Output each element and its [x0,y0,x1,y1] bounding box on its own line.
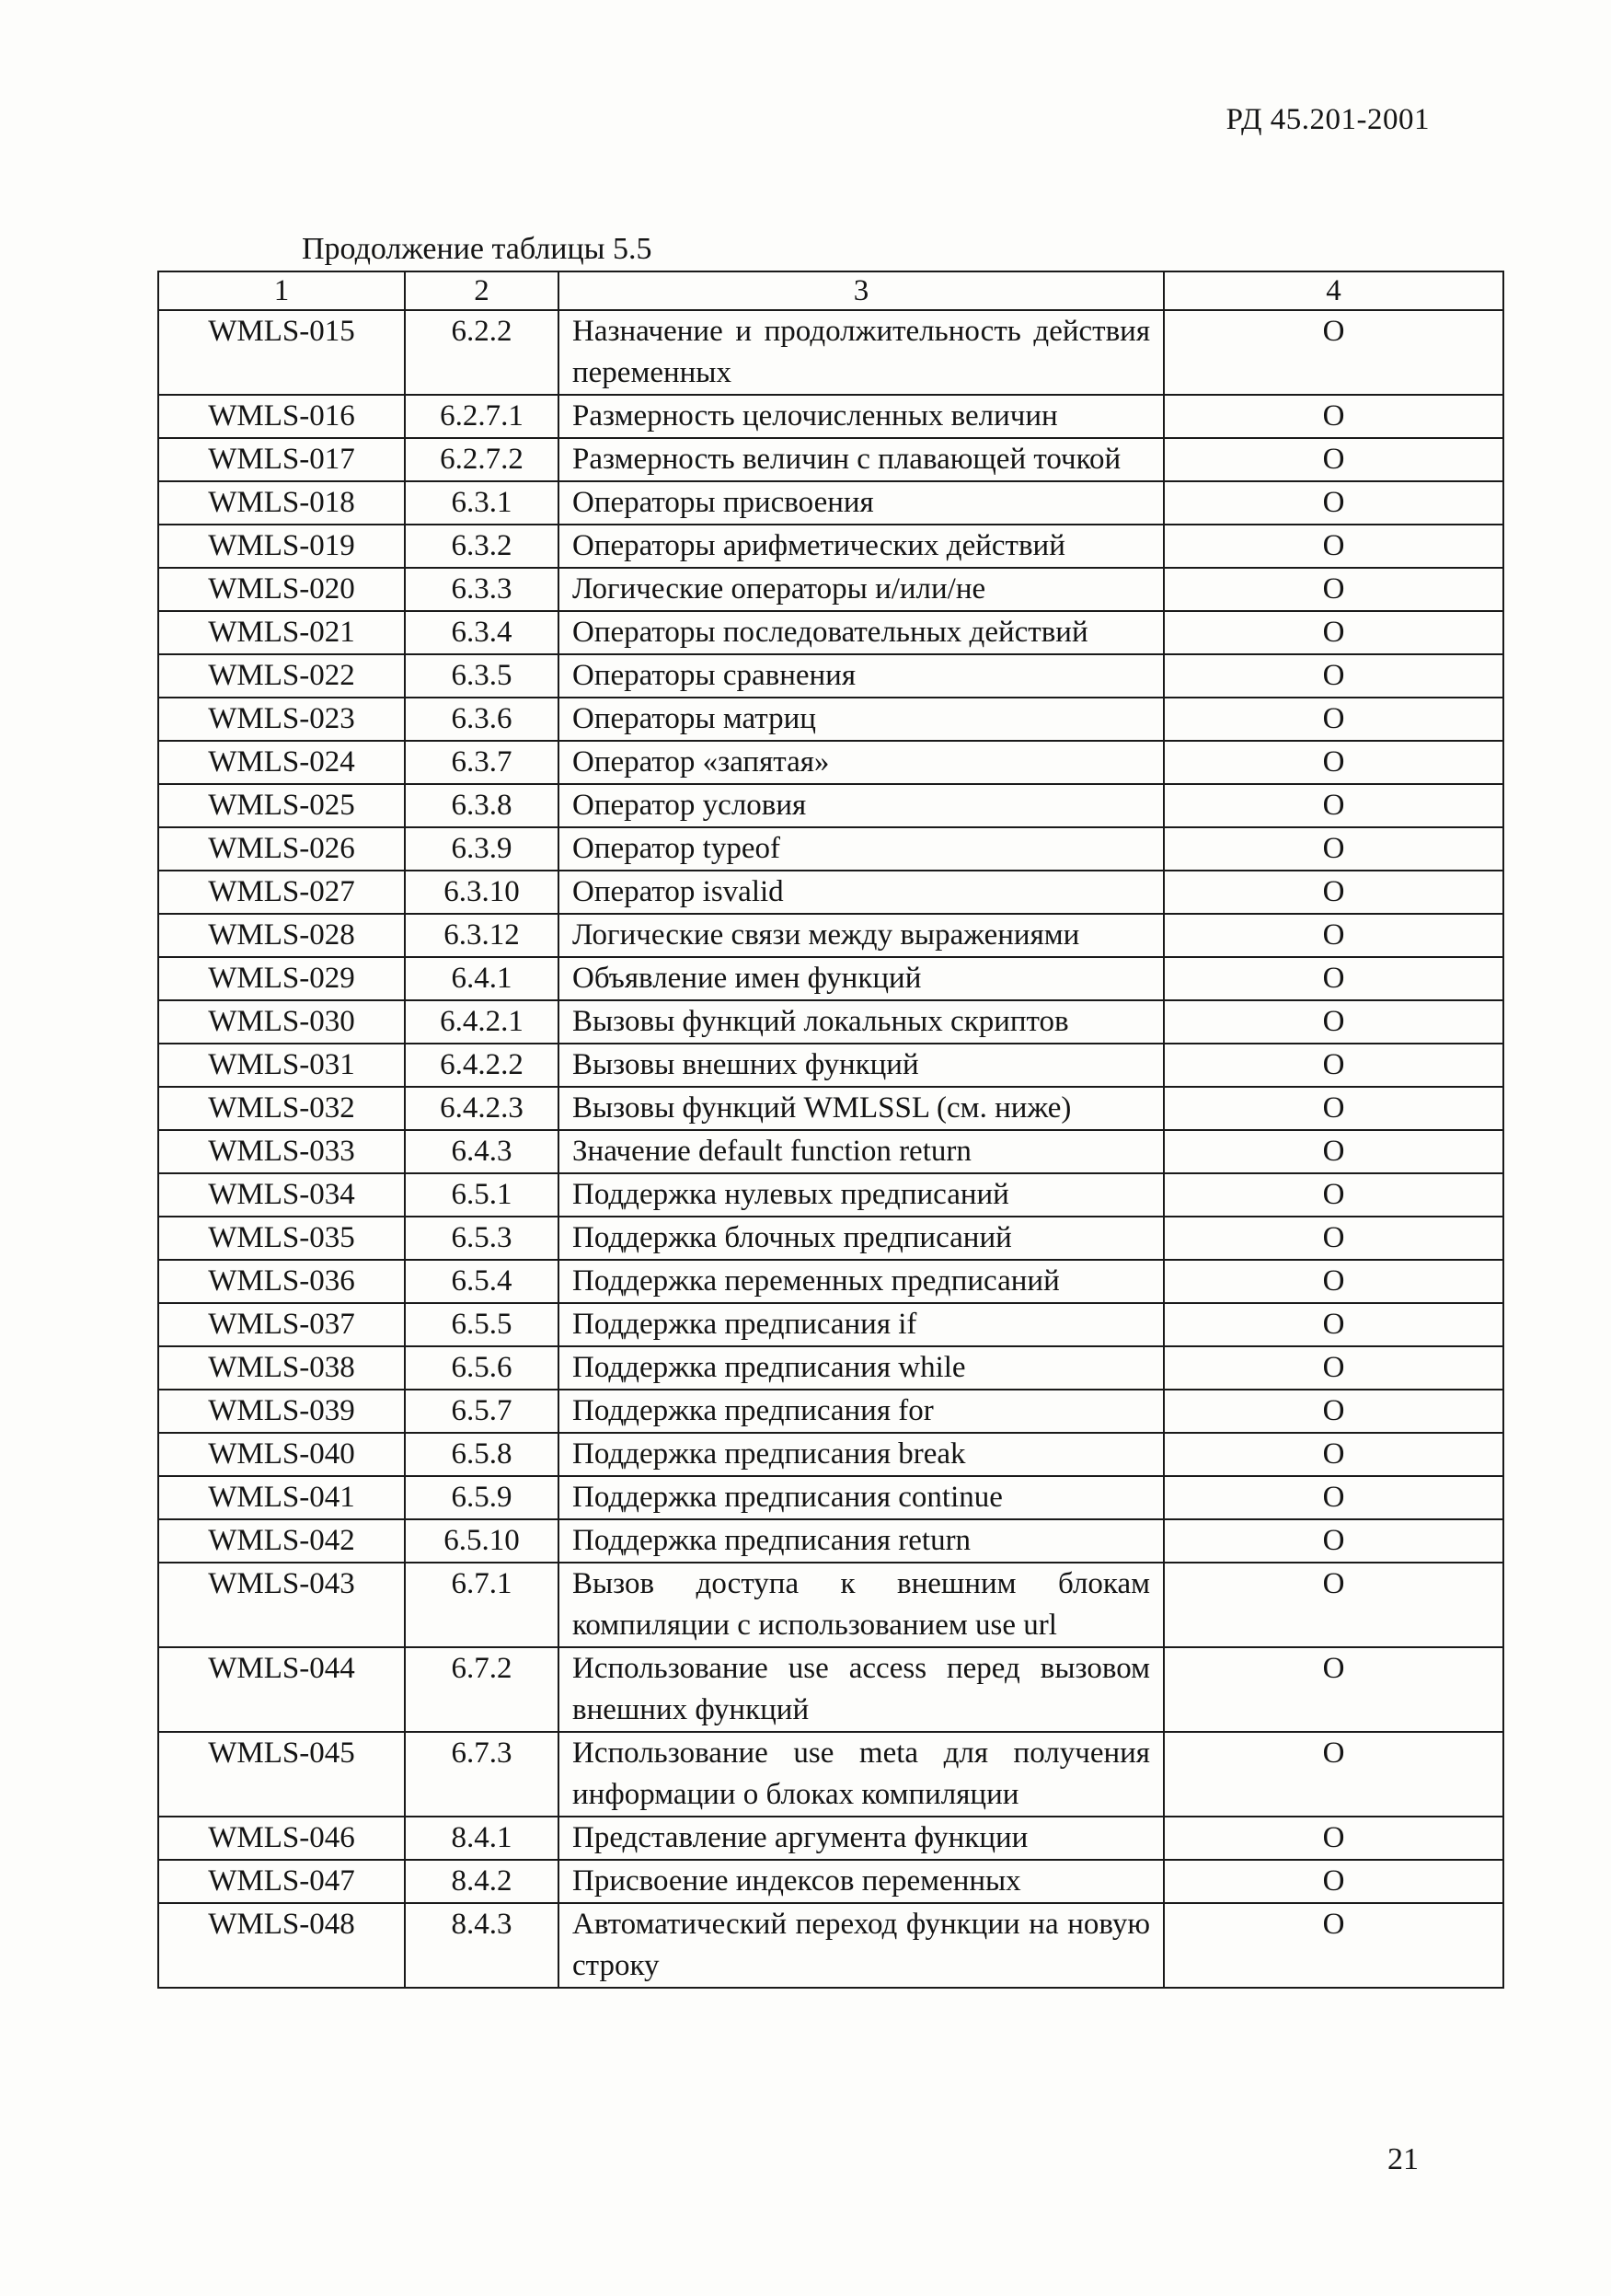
table-row [158,698,1503,741]
row-status: О [1164,1087,1503,1130]
row-section: 6.3.10 [405,871,558,914]
column-header-1: 1 [158,271,405,310]
row-status: О [1164,1000,1503,1044]
row-description: Автоматический переход функции на новую строку [558,1903,1164,1988]
row-id: WMLS-026 [158,827,405,871]
row-id: WMLS-033 [158,1130,405,1173]
row-section: 6.3.3 [405,568,558,611]
table-row [158,871,1503,914]
row-id: WMLS-028 [158,914,405,957]
row-id: WMLS-041 [158,1476,405,1519]
row-id: WMLS-040 [158,1433,405,1476]
row-section: 6.3.2 [405,525,558,568]
row-description: Поддержка предписания break [558,1433,1164,1476]
row-section: 6.5.3 [405,1217,558,1260]
table-row [158,1732,1503,1817]
table-row [158,1217,1503,1260]
table-row [158,1433,1503,1476]
row-id: WMLS-042 [158,1519,405,1563]
row-id: WMLS-017 [158,438,405,481]
row-description: Поддержка предписания return [558,1519,1164,1563]
table-row [158,568,1503,611]
row-description: Операторы сравнения [558,654,1164,698]
row-section: 6.5.1 [405,1173,558,1217]
row-description: Вызовы внешних функций [558,1044,1164,1087]
row-section: 6.3.4 [405,611,558,654]
row-status: О [1164,1303,1503,1346]
row-status: О [1164,1647,1503,1732]
row-description: Использование use access перед вызовом внешних функций [558,1647,1164,1732]
row-status: О [1164,611,1503,654]
row-id: WMLS-025 [158,784,405,827]
row-description: Оператор isvalid [558,871,1164,914]
requirements-table [157,271,1504,1989]
row-section: 6.5.7 [405,1390,558,1433]
table-row [158,1903,1503,1988]
row-status: О [1164,1563,1503,1647]
row-section: 8.4.1 [405,1817,558,1860]
row-id: WMLS-027 [158,871,405,914]
row-section: 6.3.6 [405,698,558,741]
row-id: WMLS-029 [158,957,405,1000]
row-section: 6.4.1 [405,957,558,1000]
row-description: Поддержка переменных предписаний [558,1260,1164,1303]
row-description: Назначение и продолжительность действия переменных [558,310,1164,395]
row-description: Вызов доступа к внешним блокам компиляции с использованием use url [558,1563,1164,1647]
table-row [158,310,1503,395]
row-description: Поддержка предписания continue [558,1476,1164,1519]
table-row [158,1563,1503,1647]
row-section: 8.4.2 [405,1860,558,1903]
row-description: Представление аргумента функции [558,1817,1164,1860]
row-status: О [1164,481,1503,525]
table-row [158,1647,1503,1732]
table-row [158,1303,1503,1346]
row-section: 6.3.12 [405,914,558,957]
row-description: Операторы присвоения [558,481,1164,525]
row-section: 6.4.2.1 [405,1000,558,1044]
row-description: Вызовы функций WMLSSL (см. ниже) [558,1087,1164,1130]
row-status: О [1164,525,1503,568]
table-row [158,395,1503,438]
row-section: 6.3.8 [405,784,558,827]
row-status: О [1164,1732,1503,1817]
table-header-row [158,271,1503,310]
row-description: Поддержка блочных предписаний [558,1217,1164,1260]
row-description: Оператор typeof [558,827,1164,871]
row-section: 6.5.10 [405,1519,558,1563]
table-row [158,1000,1503,1044]
row-section: 6.3.7 [405,741,558,784]
row-id: WMLS-024 [158,741,405,784]
row-id: WMLS-046 [158,1817,405,1860]
table-row [158,1173,1503,1217]
row-id: WMLS-044 [158,1647,405,1732]
table-row [158,1519,1503,1563]
row-id: WMLS-034 [158,1173,405,1217]
table-row [158,611,1503,654]
row-description: Использование use meta для получения информации о блоках компиляции [558,1732,1164,1817]
row-section: 6.5.4 [405,1260,558,1303]
row-section: 6.2.2 [405,310,558,395]
row-section: 6.2.7.1 [405,395,558,438]
row-description: Операторы последовательных действий [558,611,1164,654]
row-description: Операторы матриц [558,698,1164,741]
row-section: 6.3.5 [405,654,558,698]
row-id: WMLS-032 [158,1087,405,1130]
row-id: WMLS-018 [158,481,405,525]
table-row [158,1087,1503,1130]
row-status: О [1164,1260,1503,1303]
row-section: 6.7.3 [405,1732,558,1817]
row-description: Операторы арифметических действий [558,525,1164,568]
row-section: 6.4.2.2 [405,1044,558,1087]
table-row [158,784,1503,827]
row-status: О [1164,1044,1503,1087]
row-status: О [1164,1217,1503,1260]
row-status: О [1164,1346,1503,1390]
row-status: О [1164,568,1503,611]
row-id: WMLS-047 [158,1860,405,1903]
row-id: WMLS-016 [158,395,405,438]
table-row [158,827,1503,871]
row-section: 6.7.2 [405,1647,558,1732]
row-description: Логические операторы и/или/не [558,568,1164,611]
table-row [158,1044,1503,1087]
row-status: О [1164,1903,1503,1988]
row-id: WMLS-037 [158,1303,405,1346]
row-id: WMLS-031 [158,1044,405,1087]
row-id: WMLS-021 [158,611,405,654]
table-row [158,1390,1503,1433]
table-row [158,1260,1503,1303]
row-description: Поддержка предписания while [558,1346,1164,1390]
row-id: WMLS-035 [158,1217,405,1260]
table-body [158,310,1503,1988]
row-section: 6.4.2.3 [405,1087,558,1130]
row-id: WMLS-038 [158,1346,405,1390]
row-description: Поддержка предписания for [558,1390,1164,1433]
column-header-3: 3 [558,271,1164,310]
row-section: 6.5.9 [405,1476,558,1519]
table-caption: Продолжение таблицы 5.5 [302,232,652,266]
row-id: WMLS-015 [158,310,405,395]
table-row [158,1130,1503,1173]
row-status: О [1164,698,1503,741]
row-status: О [1164,1860,1503,1903]
row-description: Поддержка предписания if [558,1303,1164,1346]
row-section: 6.7.1 [405,1563,558,1647]
row-id: WMLS-036 [158,1260,405,1303]
row-status: О [1164,395,1503,438]
row-status: О [1164,871,1503,914]
row-status: О [1164,784,1503,827]
page-number: 21 [1387,2142,1419,2176]
row-status: О [1164,1433,1503,1476]
column-header-4: 4 [1164,271,1503,310]
row-description: Логические связи между выражениями [558,914,1164,957]
row-status: О [1164,1130,1503,1173]
row-id: WMLS-023 [158,698,405,741]
row-section: 6.5.8 [405,1433,558,1476]
row-section: 6.3.9 [405,827,558,871]
table-row [158,525,1503,568]
row-id: WMLS-020 [158,568,405,611]
row-id: WMLS-048 [158,1903,405,1988]
row-status: О [1164,1173,1503,1217]
row-description: Поддержка нулевых предписаний [558,1173,1164,1217]
row-description: Размерность величин с плавающей точкой [558,438,1164,481]
row-status: О [1164,310,1503,395]
column-header-2: 2 [405,271,558,310]
row-section: 6.5.5 [405,1303,558,1346]
table-row [158,654,1503,698]
row-section: 6.5.6 [405,1346,558,1390]
row-status: О [1164,1476,1503,1519]
row-status: О [1164,438,1503,481]
row-id: WMLS-030 [158,1000,405,1044]
table-row [158,1817,1503,1860]
table-row [158,957,1503,1000]
table-row [158,741,1503,784]
row-description: Присвоение индексов переменных [558,1860,1164,1903]
row-description: Значение default function return [558,1130,1164,1173]
table-row [158,914,1503,957]
row-status: О [1164,741,1503,784]
row-section: 6.4.3 [405,1130,558,1173]
row-description: Оператор «запятая» [558,741,1164,784]
row-status: О [1164,827,1503,871]
row-id: WMLS-043 [158,1563,405,1647]
table-row [158,1860,1503,1903]
row-description: Вызовы функций локальных скриптов [558,1000,1164,1044]
row-section: 6.2.7.2 [405,438,558,481]
table-row [158,438,1503,481]
table-row [158,1476,1503,1519]
row-id: WMLS-019 [158,525,405,568]
document-code: РД 45.201-2001 [1226,103,1430,136]
row-id: WMLS-022 [158,654,405,698]
table-row [158,481,1503,525]
row-section: 6.3.1 [405,481,558,525]
row-description: Оператор условия [558,784,1164,827]
row-status: О [1164,1390,1503,1433]
row-id: WMLS-045 [158,1732,405,1817]
table-row [158,1346,1503,1390]
row-description: Размерность целочисленных величин [558,395,1164,438]
row-id: WMLS-039 [158,1390,405,1433]
row-status: О [1164,957,1503,1000]
row-section: 8.4.3 [405,1903,558,1988]
row-description: Объявление имен функций [558,957,1164,1000]
row-status: О [1164,914,1503,957]
row-status: О [1164,1817,1503,1860]
row-status: О [1164,1519,1503,1563]
row-status: О [1164,654,1503,698]
